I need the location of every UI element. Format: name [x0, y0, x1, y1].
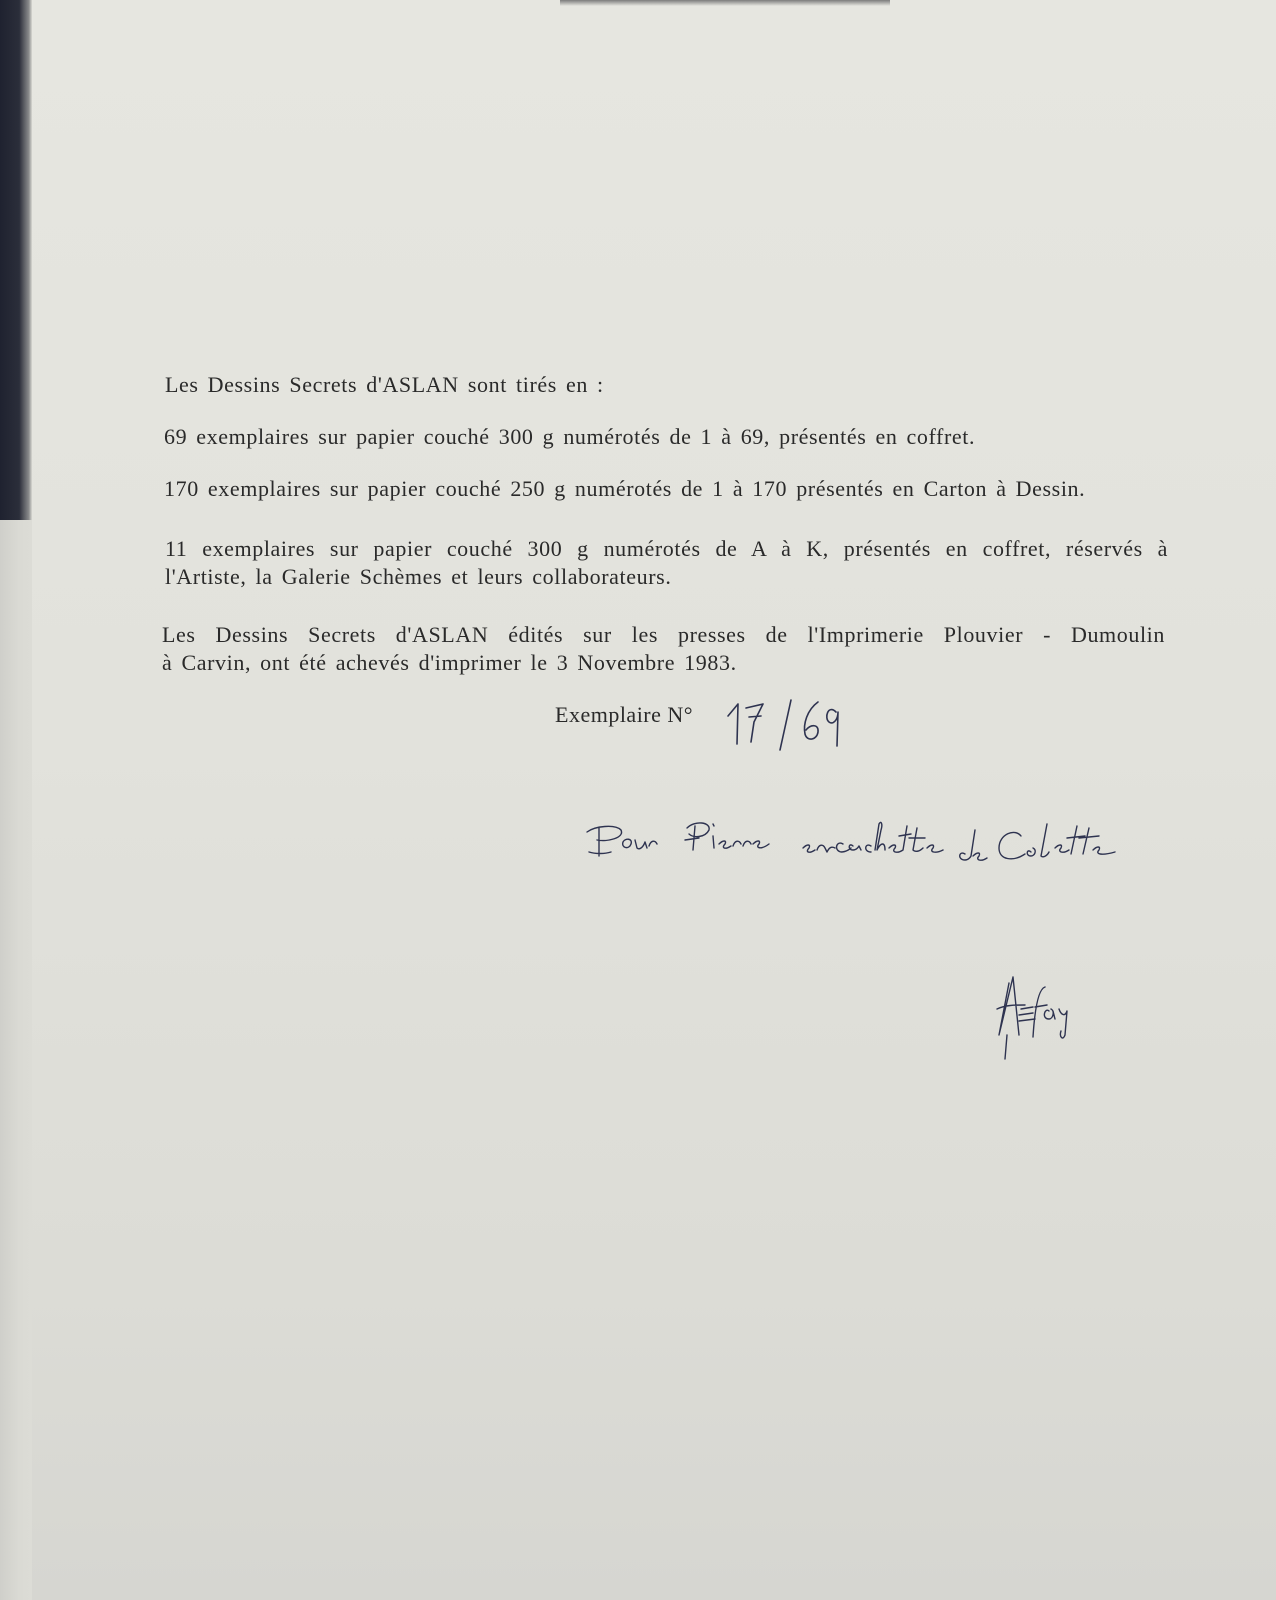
edition-line-1: 69 exemplaires sur papier couché 300 g numérotés de 1 à 69, présentés en coffret. [164, 424, 976, 449]
edition-line-2: 170 exemplaires sur papier couché 250 g numérotés de 1 à 170 présentés en Carton à Dessin. [164, 476, 1086, 501]
intro-line: Les Dessins Secrets d'ASLAN sont tirés en : [165, 372, 604, 397]
printing-line-1: Les Dessins Secrets d'ASLAN édités sur les presses de l'Imprimerie Plouvier - Dumoulin [162, 622, 1165, 647]
printing-line-2: à Carvin, ont été achevés d'imprimer le 3 Novembre 1983. [162, 650, 737, 675]
exemplaire-label: Exemplaire N° [555, 702, 694, 727]
top-shadow [560, 0, 890, 6]
edition-line-3b: l'Artiste, la Galerie Schèmes et leurs collaborateurs. [165, 564, 672, 589]
edition-line-3a: 11 exemplaires sur papier couché 300 g numérotés de A à K, présentés en coffret, réservés à [165, 536, 1168, 561]
artist-signature [995, 975, 1105, 1065]
dedication-handwriting [585, 810, 1135, 880]
page-edge [0, 520, 32, 1600]
copy-number-handwriting [725, 692, 875, 762]
